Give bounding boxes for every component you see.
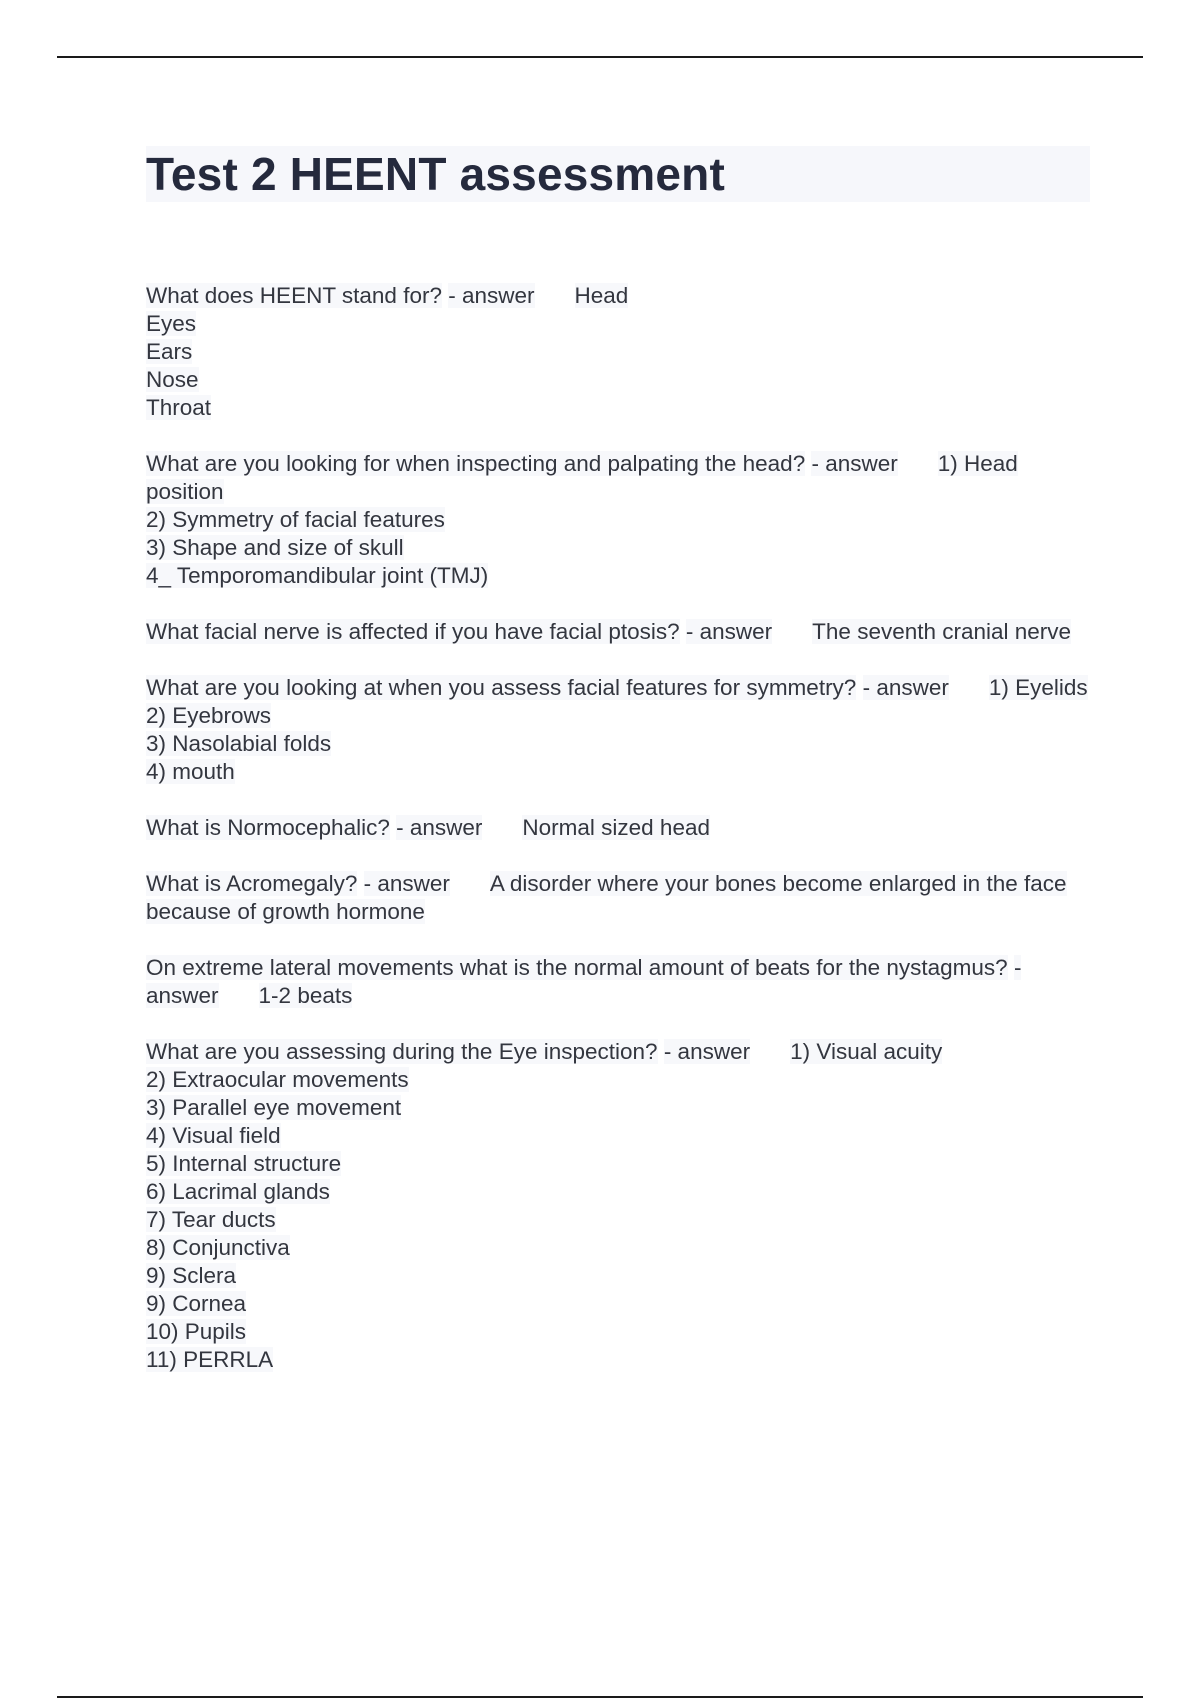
answer-text: The seventh cranial nerve (812, 619, 1072, 644)
question-text: What is Acromegaly? (146, 871, 358, 896)
answer-line (146, 310, 1090, 338)
qa-question-line (146, 1038, 1090, 1066)
answer-line (146, 1066, 1090, 1094)
answer-line (146, 1178, 1090, 1206)
answer-label: - answer (396, 815, 483, 840)
question-text: On extreme lateral movements what is the normal amount of beats for the nystagmus? (146, 955, 1008, 980)
qa-item (146, 618, 1090, 646)
answer-line (146, 534, 1090, 562)
answer-line (146, 1094, 1090, 1122)
answer-text: A disorder where your bones become enlarged in the face because of growth hormone (146, 871, 1067, 924)
answer-line-text: 11) PERRLA (146, 1347, 274, 1372)
answer-line-text: 9) Cornea (146, 1291, 247, 1316)
answer-line-text: Ears (146, 339, 193, 364)
answer-text: 1) Visual acuity (790, 1039, 943, 1064)
answer-line (146, 1150, 1090, 1178)
answer-line (146, 1206, 1090, 1234)
answer-line-text: 3) Parallel eye movement (146, 1095, 402, 1120)
answer-label: - answer (663, 1039, 751, 1064)
qa-item (146, 954, 1090, 1010)
answer-line (146, 394, 1090, 422)
answer-line (146, 730, 1090, 758)
answer-line-text: 3) Nasolabial folds (146, 731, 332, 756)
document-body (146, 146, 1090, 1402)
qa-item (146, 870, 1090, 926)
qa-item (146, 814, 1090, 842)
answer-line (146, 1122, 1090, 1150)
answer-text: 1) Eyelids (988, 675, 1088, 700)
answer-line (146, 758, 1090, 786)
qa-question-line (146, 954, 1090, 1010)
answer-line-text: 5) Internal structure (146, 1151, 342, 1176)
answer-line (146, 366, 1090, 394)
answer-line-text: Throat (146, 395, 212, 420)
answer-line-text: 3) Shape and size of skull (146, 535, 404, 560)
qa-list (146, 282, 1090, 1374)
answer-label: - answer (685, 619, 773, 644)
answer-line-text: 4) mouth (146, 759, 235, 784)
answer-text: Normal sized head (522, 815, 710, 840)
answer-label: - answer (146, 955, 1022, 1008)
question-text: What are you looking for when inspecting and palpating the head? (146, 451, 806, 476)
answer-line-text: 4_ Temporomandibular joint (TMJ) (146, 563, 489, 588)
qa-item (146, 450, 1090, 590)
answer-text: Head (574, 283, 629, 308)
question-text: What facial nerve is affected if you have facial ptosis? (146, 619, 680, 644)
answer-label: - answer (363, 871, 450, 896)
answer-line-text: 10) Pupils (146, 1319, 247, 1344)
answer-line (146, 338, 1090, 366)
answer-label: - answer (862, 675, 949, 700)
question-text: What are you looking at when you assess facial features for symmetry? (146, 675, 857, 700)
question-text: What does HEENT stand for? (146, 283, 442, 308)
document-title: Test 2 HEENT assessment (146, 146, 1090, 202)
answer-line (146, 1262, 1090, 1290)
question-text: What is Normocephalic? (146, 815, 390, 840)
answer-text: 1-2 beats (258, 983, 353, 1008)
answer-line (146, 562, 1090, 590)
qa-question-line (146, 674, 1090, 702)
answer-line (146, 1234, 1090, 1262)
answer-line-text: Nose (146, 367, 199, 392)
answer-label: - answer (811, 451, 898, 476)
answer-line-text: 4) Visual field (146, 1123, 281, 1148)
answer-line (146, 506, 1090, 534)
qa-question-line (146, 450, 1090, 506)
answer-line-text: Eyes (146, 311, 197, 336)
qa-question-line (146, 814, 1090, 842)
answer-line-text: 6) Lacrimal glands (146, 1179, 330, 1204)
answer-line (146, 1318, 1090, 1346)
answer-line (146, 1290, 1090, 1318)
qa-item (146, 282, 1090, 422)
answer-line-text: 2) Symmetry of facial features (146, 507, 445, 532)
qa-item (146, 674, 1090, 786)
bottom-rule (57, 1696, 1143, 1698)
answer-line-text: 8) Conjunctiva (146, 1235, 290, 1260)
answer-line-text: 7) Tear ducts (146, 1207, 276, 1232)
answer-line-text: 2) Extraocular movements (146, 1067, 409, 1092)
answer-line (146, 702, 1090, 730)
answer-label: - answer (448, 283, 535, 308)
answer-line (146, 1346, 1090, 1374)
question-text: What are you assessing during the Eye inspection? (146, 1039, 658, 1064)
answer-line-text: 2) Eyebrows (146, 703, 272, 728)
qa-question-line (146, 870, 1090, 926)
answer-text: 1) Head position (146, 451, 1018, 504)
answer-line-text: 9) Sclera (146, 1263, 237, 1288)
qa-question-line (146, 282, 1090, 310)
qa-question-line (146, 618, 1090, 646)
top-rule (57, 56, 1143, 58)
qa-item (146, 1038, 1090, 1374)
